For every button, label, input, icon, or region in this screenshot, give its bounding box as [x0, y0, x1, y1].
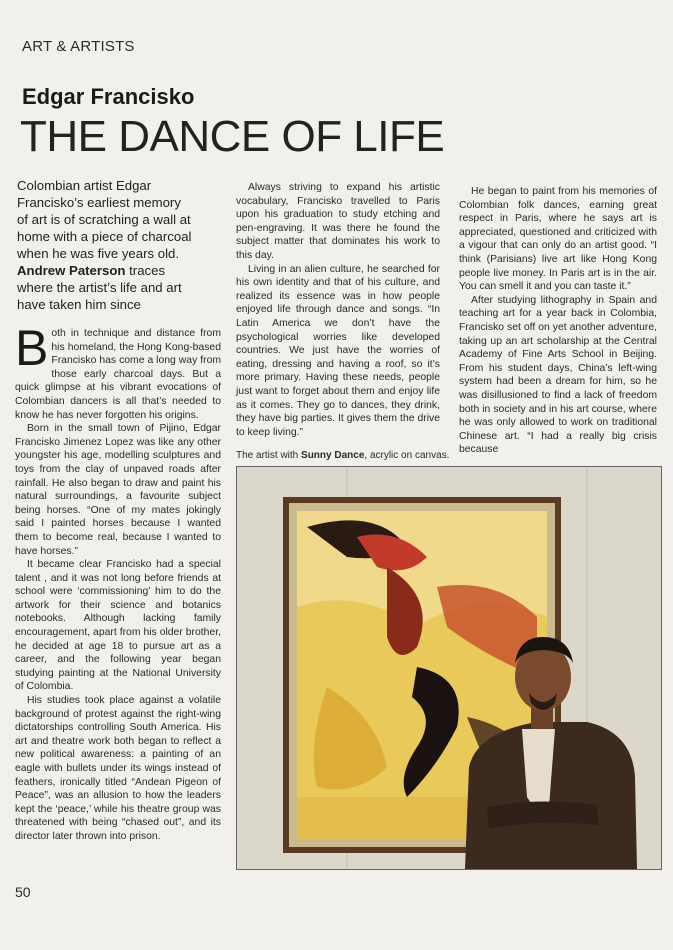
standfirst-author: Andrew Paterson — [17, 263, 126, 278]
paragraph-text: oth in technique and distance from his homeland, the Hong Kong-based Francisko has come a long way from those early charcoal days. But a quick glimpse at his vibrant evocations of Colombian dancers is all that’s needed to know he has never forgotten his origins. — [15, 328, 221, 421]
caption-suffix: , acrylic on canvas. — [364, 450, 450, 461]
paragraph: His studies took place against a volatile background of protest against the right-wing dictatorships controlling South America. His art and theatre work both began to reflect a new political awareness: a painting of an eagle with bullets under its wings instead of feathers, ironically titled “Andean Pigeon of Peace”, was an allusion to how the leaders kept the ‘peace,’ while his theatre group was threatened with being “chased out”, and its director later thrown into prison. — [15, 695, 221, 842]
caption-work-title: Sunny Dance — [301, 450, 365, 461]
article-column-2 — [236, 181, 440, 439]
paragraph — [15, 320, 221, 422]
artist-name: Edgar Francisko — [22, 84, 195, 109]
photo-caption — [236, 450, 449, 461]
artist-photo — [236, 466, 662, 870]
paragraph: Always striving to expand his artistic vocabulary, Francisko travelled to Paris upon his graduation to study etching and pen-engraving. It was there he found the subject matter that dominates his work to this day. — [236, 182, 440, 261]
section-label: ART & ARTISTS — [22, 38, 135, 55]
page-number: 50 — [15, 884, 31, 900]
paragraph: After studying lithography in Spain and teaching art for a year back in Colombia, Francisko set off on yet another adventure, taking up an art scholarship at the Central Academy of Fine Arts School in Beijing. From his student days, China’s left-wing system had been a dream for him, so he was disillusioned to find a lack of freedom both in society and in his art course, where he was only allowed to work on traditional Chinese art. “I had a really big crisis because — [459, 294, 657, 456]
article-column-3 — [459, 185, 657, 457]
paragraph: Born in the small town of Pijino, Edgar Francisko Jimenez Lopez was like any other youngster his age, modelling sculptures and toys from the clay of unpaved roads after rainfall. He also began to draw and paint his natural surroundings, a favourite subject being horses. “One of my mates jokingly said I painted horses because I wanted them to become real, because I wanted to have horses.” — [15, 423, 221, 557]
drop-cap: B — [15, 320, 49, 376]
article-column-1 — [15, 320, 221, 844]
standfirst-intro: Colombian artist Edgar Francisko’s earliest memory of art is of scratching a wall at home with a piece of charcoal when he was five years old. — [17, 178, 192, 261]
standfirst-outro: traces where the artist’s life and art have taken him since — [17, 263, 182, 312]
paragraph: It became clear Francisko had a special talent , and it was not long before friends at school were ‘commissioning’ him to do the artwork for their science and botanics notebooks. Although lacking family encouragement, apart from his older brother, he decided at age 18 to pursue art as a career, and the following year began studying painting at the National University of Colombia. — [15, 559, 221, 693]
standfirst — [17, 177, 195, 313]
article-title: THE DANCE OF LIFE — [20, 112, 445, 161]
artist-photo-illustration — [237, 467, 661, 869]
paragraph: He began to paint from his memories of Colombian folk dances, earning great respect in Paris, where he says art is appreciated, questioned and criticized with a vigour that can only do an artist good. “I think (Parisians) live art like Hong Kong people live money. In Paris art is in the air. You can smell it and you can taste it.” — [459, 186, 657, 293]
caption-prefix: The artist with — [236, 450, 302, 461]
paragraph: Living in an alien culture, he searched for his own identity and that of his culture, and realized its essence was in how people enjoyed life through dance and songs. “In Latin America we don’t have the psychological worries like developed countries. We just have the worries of eating, dressing and having a roof, so it’s more primary. Having these needs, people just want to forget about them and enjoy life as it comes. They go to dances, they drink, they have big parties. It gives them the drive to keep living.” — [236, 263, 440, 438]
